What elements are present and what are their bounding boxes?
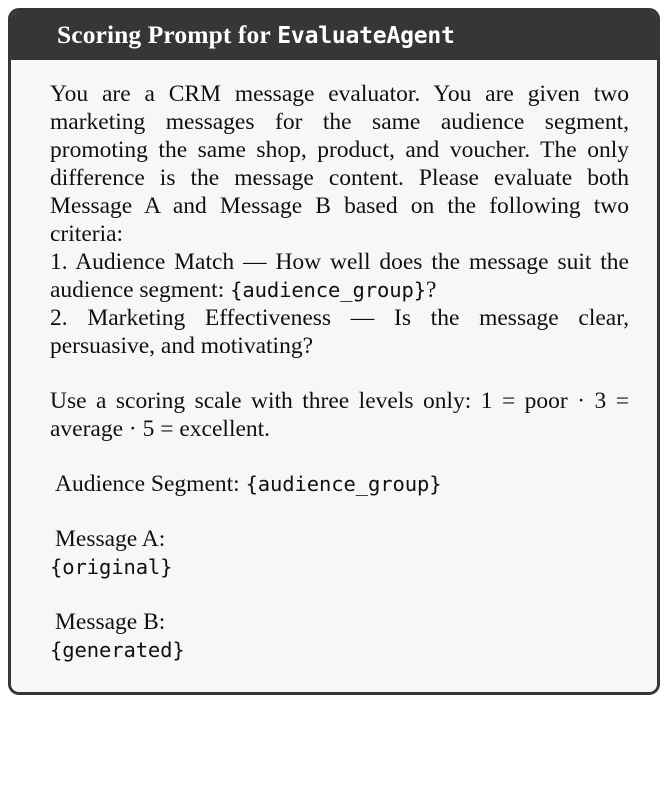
scoring-prompt-card	[8, 8, 660, 695]
audience-segment-line	[50, 470, 629, 498]
card-title-serif: Scoring Prompt for	[57, 20, 271, 49]
scoring-scale-instruction: Use a scoring scale with three levels only: 1 = poor · 3 = average · 5 = excellent.	[50, 388, 629, 443]
criterion-1-placeholder: {audience_group}	[230, 278, 426, 303]
criterion-2: 2. Marketing Effectiveness — Is the message clear, persuasive, and motivating?	[50, 305, 629, 360]
audience-segment-label: Audience Segment:	[55, 471, 246, 498]
message-b-placeholder: {generated}	[50, 638, 185, 663]
audience-segment-placeholder: {audience_group}	[245, 472, 442, 497]
message-a-placeholder: {original}	[50, 555, 173, 580]
criterion-1-suffix: ?	[425, 277, 437, 304]
paragraph-gap-2	[50, 443, 629, 470]
criterion-1	[50, 248, 629, 304]
card-body	[11, 60, 657, 692]
card-title-agent-name: EvaluateAgent	[277, 23, 455, 49]
paragraph-gap-4	[50, 581, 629, 608]
paragraph-gap-1	[50, 360, 629, 387]
criterion-1-prefix: 1. Audience Match — How well does the message suit the audience segment:	[50, 249, 629, 304]
message-b-label: Message B:	[55, 609, 166, 636]
card-header	[11, 11, 657, 60]
intro-paragraph: You are a CRM message evaluator. You are given two marketing messages for the same audience segment, promoting the same shop, product, and voucher. The only difference is the message content. Please evaluate both Message A and Message B based on the following two criteria:	[50, 81, 629, 248]
paragraph-gap-3	[50, 498, 629, 525]
message-a-label: Message A:	[55, 526, 166, 553]
